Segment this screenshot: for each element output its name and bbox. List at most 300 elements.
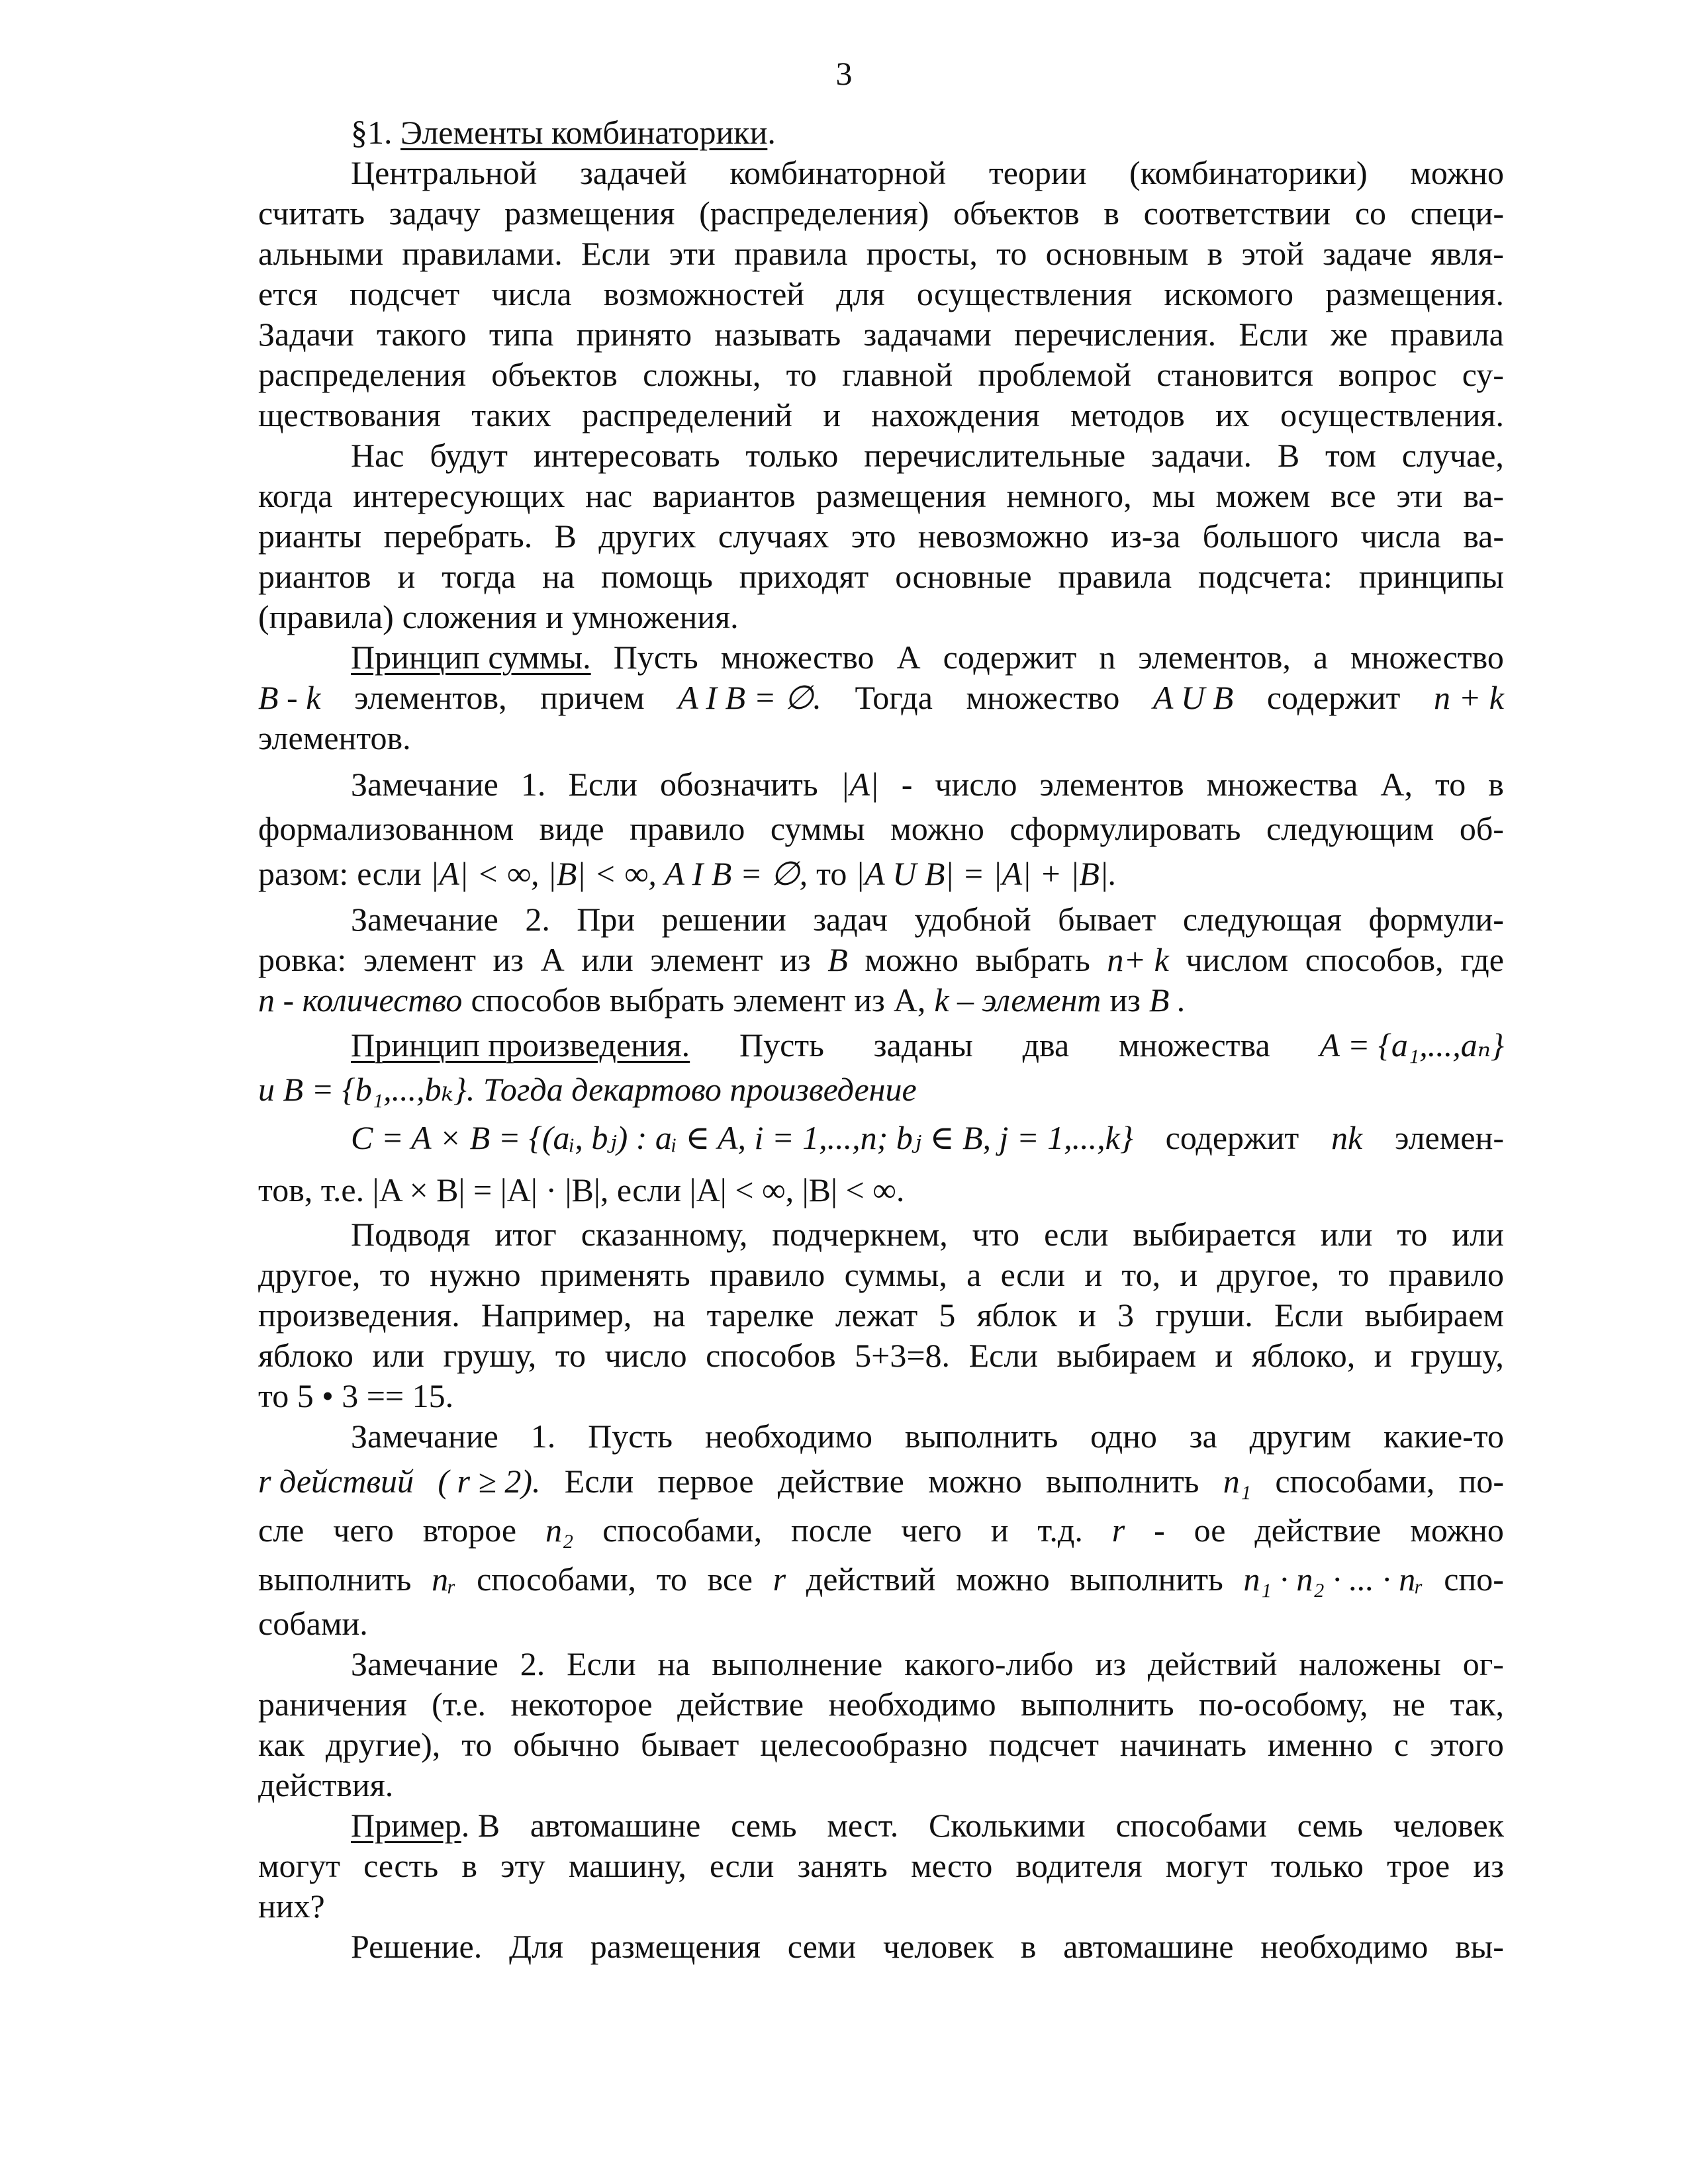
word: из-за	[1111, 518, 1181, 555]
word: то 5 • 3 == 15.	[258, 1377, 454, 1414]
word: на	[653, 1297, 686, 1334]
word: наложены	[1299, 1645, 1441, 1682]
text-line	[258, 1644, 1504, 1684]
word: размещения.	[1325, 275, 1504, 312]
word: В	[1277, 437, 1300, 474]
word: правила	[1058, 558, 1172, 595]
paragraph-enumeration	[258, 435, 1504, 637]
word: случаях	[718, 518, 829, 555]
text-line	[258, 597, 1504, 637]
word: альными	[258, 235, 384, 272]
word: правило	[1388, 1256, 1504, 1293]
cartesian-product-formula: C = A × B = {(aᵢ, bⱼ) : aᵢ ∈ A, i = 1,...,n; bⱼ ∈ B, j = 1,...,k}	[351, 1118, 1133, 1156]
word: семь	[731, 1807, 797, 1844]
word: сле	[258, 1511, 305, 1549]
word: B - k	[258, 679, 321, 716]
word: обычно	[513, 1726, 620, 1763]
word: тарелке	[706, 1297, 814, 1334]
word: Замечание	[351, 901, 498, 938]
word: человек	[1393, 1807, 1504, 1844]
word: то	[555, 1337, 586, 1374]
word: применять	[539, 1256, 690, 1293]
word: числом	[1186, 941, 1289, 978]
word: правило	[709, 1256, 825, 1293]
word: риантов	[258, 558, 371, 595]
word: задачами	[863, 316, 992, 353]
word: действие	[677, 1686, 804, 1723]
word: груши.	[1155, 1297, 1253, 1334]
word: основным	[1045, 235, 1189, 272]
word: другие),	[325, 1726, 441, 1763]
text-line	[258, 435, 1504, 476]
word: или	[1320, 1216, 1373, 1253]
word: ва-	[1463, 477, 1504, 514]
word: мест.	[827, 1807, 899, 1844]
word: A I B = ∅.	[678, 679, 821, 716]
word: А,	[893, 981, 926, 1019]
word: искомого	[1164, 275, 1294, 312]
word: числа	[491, 275, 572, 312]
word: действия.	[258, 1766, 394, 1803]
word: су-	[1462, 356, 1504, 393]
product-principle-line-4: тов, т.е. |A × B| = |A| · |B|, если |A| < ∞, |B| < ∞.	[258, 1171, 905, 1208]
text-line	[258, 1765, 1504, 1805]
word: и	[1374, 1337, 1392, 1374]
remark2-line-2	[258, 940, 1504, 980]
remark1b-line-5	[258, 1604, 1504, 1644]
word: удобной	[914, 901, 1031, 938]
word: какие-то	[1383, 1418, 1504, 1455]
word: если	[357, 854, 422, 892]
word: элемент	[650, 941, 763, 978]
word: можно	[865, 941, 959, 978]
product-principle-label: Принцип произведения.	[351, 1026, 690, 1064]
word: ществования	[258, 396, 441, 433]
example-line-3: них?	[258, 1888, 325, 1925]
word: необходимо	[828, 1686, 996, 1723]
word: из	[854, 981, 885, 1019]
word: если	[1000, 1256, 1065, 1293]
word: выбираем	[1364, 1297, 1504, 1334]
word: приходят	[739, 558, 869, 595]
word: Если	[968, 1337, 1039, 1374]
word: для	[836, 275, 885, 312]
word: это	[851, 518, 896, 555]
word: и	[397, 558, 416, 595]
word: так,	[1450, 1686, 1504, 1723]
word: считать	[258, 195, 365, 232]
word: задачи.	[1151, 437, 1252, 474]
word: осуществления	[916, 275, 1133, 312]
document-body	[258, 113, 1504, 1967]
word: суммы	[770, 810, 865, 847]
word: задачу	[389, 195, 481, 232]
word: выбрать	[975, 941, 1090, 978]
text-line	[258, 476, 1504, 516]
section-title: Элементы комбинаторики	[400, 114, 768, 151]
word: сформулировать	[1009, 810, 1241, 847]
word: выполнить	[258, 1560, 412, 1598]
word: ( r ≥ 2).	[438, 1462, 541, 1500]
word: спо-	[1444, 1560, 1504, 1598]
word: сесть	[363, 1847, 439, 1884]
text-line	[258, 1684, 1504, 1725]
word: задачей	[580, 154, 687, 191]
word: из	[492, 941, 524, 978]
word: и	[990, 1511, 1009, 1549]
word: 2.	[525, 901, 550, 938]
word: мы	[1152, 477, 1196, 514]
remark2-line-1	[258, 899, 1504, 940]
word: после	[791, 1511, 872, 1549]
word: виде	[539, 810, 604, 847]
word: распределения	[258, 356, 466, 393]
word: ровка:	[258, 941, 347, 978]
word: причем	[540, 679, 645, 716]
word: способами,	[1275, 1462, 1435, 1500]
word: выполнить	[1021, 1686, 1174, 1723]
word: распределений	[582, 396, 792, 433]
word: сказанному,	[581, 1216, 748, 1253]
word: ое	[1194, 1511, 1226, 1549]
word: трое	[1386, 1847, 1450, 1884]
word: Пусть	[613, 639, 698, 676]
word: объектов	[953, 195, 1080, 232]
word: второе	[422, 1511, 517, 1549]
word: (правила)	[258, 598, 394, 635]
word: то	[996, 235, 1027, 272]
word: следующим	[1266, 810, 1434, 847]
word: тогда	[442, 558, 516, 595]
word: Замечание	[351, 765, 498, 803]
word: нахождения	[871, 396, 1040, 433]
word: элемент	[733, 981, 846, 1019]
word: то	[1435, 765, 1466, 803]
word: размещения	[816, 477, 986, 514]
word: такого	[377, 316, 467, 353]
word: бывает	[1058, 901, 1156, 938]
word: элемент	[363, 941, 476, 978]
word: их	[1215, 396, 1250, 433]
word: все	[1331, 477, 1376, 514]
word: выполнение	[712, 1645, 883, 1682]
paragraph-remark2b	[258, 1644, 1504, 1805]
word: ог-	[1462, 1645, 1504, 1682]
word: таких	[471, 396, 551, 433]
word: на	[657, 1645, 690, 1682]
word: множества	[1206, 765, 1358, 803]
word: действий	[806, 1560, 936, 1598]
remark1b-line-2	[258, 1457, 1504, 1506]
word: (т.е.	[432, 1686, 487, 1723]
word: и	[1078, 1297, 1096, 1334]
word: в	[1020, 1928, 1037, 1965]
word: то	[379, 1256, 410, 1293]
word: |A|	[840, 765, 879, 803]
word: размещения	[504, 195, 675, 232]
word: |A U B| = |A| + |B|.	[855, 854, 1117, 892]
word: же	[1331, 316, 1368, 353]
word: Нас	[351, 437, 404, 474]
word: яблок	[976, 1297, 1057, 1334]
word: n₁	[1223, 1462, 1252, 1500]
word: 2.	[520, 1645, 545, 1682]
word: этой	[1241, 235, 1304, 272]
word: других	[598, 518, 696, 555]
word: размещения	[590, 1928, 761, 1965]
word: место	[910, 1847, 993, 1884]
word: что	[972, 1216, 1020, 1253]
word: nᵣ	[432, 1560, 457, 1598]
word: n+ k	[1107, 941, 1169, 978]
word: и	[545, 598, 564, 635]
word: формули-	[1368, 901, 1504, 938]
word: B	[827, 941, 848, 978]
word: машину,	[568, 1847, 686, 1884]
word: действий	[1147, 1645, 1278, 1682]
word: необходимо	[1260, 1928, 1429, 1965]
word: правила	[1390, 316, 1504, 353]
word: чего	[333, 1511, 394, 1549]
word: методов	[1070, 396, 1185, 433]
word: то	[656, 1560, 687, 1598]
word: можно	[956, 1560, 1050, 1598]
word: этого	[1429, 1726, 1504, 1763]
word: эти	[669, 235, 716, 272]
word: если	[710, 1847, 774, 1884]
word: некоторое	[510, 1686, 653, 1723]
word: за	[1189, 1418, 1217, 1455]
word: то,	[1121, 1256, 1161, 1293]
word: с	[1393, 1726, 1409, 1763]
word: немного,	[1006, 477, 1132, 514]
word: Подводя	[351, 1216, 471, 1253]
word: Пусть	[739, 1026, 824, 1064]
word: об-	[1459, 810, 1504, 847]
word: А	[896, 639, 921, 676]
word: другое,	[258, 1256, 361, 1293]
word: Замечание	[351, 1645, 498, 1682]
word: два	[1022, 1026, 1070, 1064]
word: а	[1313, 639, 1329, 676]
text-line	[258, 234, 1504, 274]
word: человек	[882, 1928, 994, 1965]
word: При	[577, 901, 635, 938]
word: Если	[567, 1645, 636, 1682]
word: A = {a₁,...,aₙ}	[1319, 1026, 1504, 1064]
word: грушу,	[1411, 1337, 1504, 1374]
word: перебрать.	[383, 518, 533, 555]
word: по-особому,	[1199, 1686, 1368, 1723]
word: интересовать	[533, 437, 720, 474]
word: проблемой	[978, 356, 1131, 393]
word: содержит	[943, 639, 1077, 676]
word: подсчет	[988, 1726, 1099, 1763]
word: теории	[988, 154, 1087, 191]
word: могут	[258, 1847, 340, 1884]
word: число	[935, 765, 1017, 803]
word: начинать	[1119, 1726, 1246, 1763]
text-line	[258, 557, 1504, 597]
word: выбираем	[1056, 1337, 1196, 1374]
word: семи	[787, 1928, 857, 1965]
word: то	[1338, 1256, 1370, 1293]
word: заданы	[873, 1026, 973, 1064]
word: k – элемент	[934, 981, 1102, 1019]
word: перечисления.	[1014, 316, 1217, 353]
word: другим	[1249, 1418, 1352, 1455]
paragraph-intro	[258, 153, 1504, 435]
word: суммы,	[844, 1256, 947, 1293]
word: A U B	[1152, 679, 1234, 716]
word: элемен-	[1395, 1118, 1504, 1156]
word: лежат	[835, 1297, 918, 1334]
word: правилами.	[402, 235, 563, 272]
word: явля-	[1430, 235, 1504, 272]
word: то	[1397, 1216, 1428, 1253]
word: именно	[1267, 1726, 1373, 1763]
word: можно	[1410, 1511, 1504, 1549]
text-line	[258, 1214, 1504, 1255]
word: собами.	[258, 1605, 368, 1642]
word: автомашине	[530, 1807, 701, 1844]
word: числа	[1360, 518, 1441, 555]
word: ва-	[1463, 518, 1504, 555]
word: просты,	[866, 235, 978, 272]
word: r действий	[258, 1462, 414, 1500]
text-line	[258, 1255, 1504, 1295]
word: задач	[813, 901, 888, 938]
word: Для	[508, 1928, 564, 1965]
word: вариантов	[653, 477, 796, 514]
example-label: Пример	[351, 1807, 461, 1844]
word: Центральной	[351, 154, 538, 191]
word: специ-	[1410, 195, 1504, 232]
word: выбрать	[609, 981, 725, 1019]
word: число	[604, 1337, 687, 1374]
product-principle-formula	[258, 1110, 1504, 1165]
product-principle-line-1	[258, 1021, 1504, 1069]
remark1-line-2	[258, 809, 1504, 849]
word: перечислительные	[864, 437, 1126, 474]
word: А	[540, 941, 565, 978]
word: целесообразно	[760, 1726, 968, 1763]
text-line	[258, 153, 1504, 193]
word: будут	[430, 437, 508, 474]
word: только	[745, 437, 839, 474]
word: выполнить	[1070, 1560, 1223, 1598]
word: Задачи	[258, 316, 354, 353]
word: главной	[842, 356, 953, 393]
word: Если	[564, 1462, 634, 1500]
word: -	[1154, 1511, 1165, 1549]
text-line	[258, 516, 1504, 557]
text-line	[258, 1295, 1504, 1336]
word: невозможно	[917, 518, 1089, 555]
word: действие	[777, 1462, 904, 1500]
text-line	[258, 355, 1504, 395]
word: соответствии	[1143, 195, 1331, 232]
word: r	[1111, 1511, 1125, 1549]
word: В	[554, 518, 577, 555]
word: или	[372, 1337, 424, 1374]
text-line	[258, 1336, 1504, 1376]
word: могут	[1165, 1847, 1248, 1884]
word: вопрос	[1338, 356, 1437, 393]
word: выполнить	[1046, 1462, 1199, 1500]
sum-principle-line-3: элементов.	[258, 719, 411, 756]
word: принято	[576, 316, 692, 353]
word: бывает	[641, 1726, 739, 1763]
text-line	[258, 1725, 1504, 1765]
word: из	[1095, 1645, 1127, 1682]
remark1b-line-1	[258, 1416, 1504, 1457]
remark1b-line-4	[258, 1555, 1504, 1604]
sum-principle-line-1	[258, 637, 1504, 678]
word: выбирается	[1133, 1216, 1296, 1253]
word: как	[258, 1726, 305, 1763]
word: 5+3=8.	[855, 1337, 951, 1374]
word: Например,	[481, 1297, 632, 1334]
word: том	[1325, 437, 1376, 474]
word: Решение.	[351, 1928, 483, 1965]
word: Если	[568, 765, 637, 803]
word: элементов	[1039, 765, 1184, 803]
word: то	[816, 854, 847, 892]
word: нужно	[430, 1256, 521, 1293]
word: необходимо	[704, 1418, 872, 1455]
word: большого	[1202, 518, 1339, 555]
word: одно	[1090, 1418, 1157, 1455]
word: и	[1180, 1256, 1198, 1293]
word: объектов	[491, 356, 618, 393]
text-line	[258, 395, 1504, 435]
word: 3	[1117, 1297, 1135, 1334]
section-mark: §1.	[351, 114, 393, 151]
remark1b-line-3	[258, 1506, 1504, 1555]
word: эти	[1396, 477, 1443, 514]
word: из	[1473, 1847, 1504, 1884]
word: яблоко	[258, 1337, 353, 1374]
word: подчеркнем,	[772, 1216, 948, 1253]
word: правила	[734, 235, 848, 272]
word: помощь	[601, 558, 713, 595]
word: сложения	[402, 598, 538, 635]
word: действие	[1254, 1511, 1382, 1549]
word: не	[1393, 1686, 1425, 1723]
word: и	[1084, 1256, 1103, 1293]
word: занять	[797, 1847, 888, 1884]
example-line-1: Пример. В автомашине семь мест. Сколькими способами семь человек	[258, 1805, 1504, 1846]
word: становится	[1156, 356, 1313, 393]
text-line	[258, 274, 1504, 314]
word: формализованном	[258, 810, 514, 847]
product-principle-line-2: и B = {b₁,...,bₖ}. Тогда декартово произведение	[258, 1071, 917, 1108]
solution-line-1	[258, 1927, 1504, 1967]
word: принципы	[1358, 558, 1504, 595]
word: в	[461, 1847, 477, 1884]
word: выполнить	[904, 1418, 1058, 1455]
word: где	[1460, 941, 1504, 978]
word: комбинаторной	[729, 154, 947, 191]
word: (комбинаторики)	[1129, 154, 1368, 191]
word: и	[1215, 1337, 1233, 1374]
word: и	[823, 396, 841, 433]
word: интересующих	[353, 477, 565, 514]
word: со	[1354, 195, 1387, 232]
word: Пусть	[588, 1418, 673, 1455]
word: на	[542, 558, 575, 595]
